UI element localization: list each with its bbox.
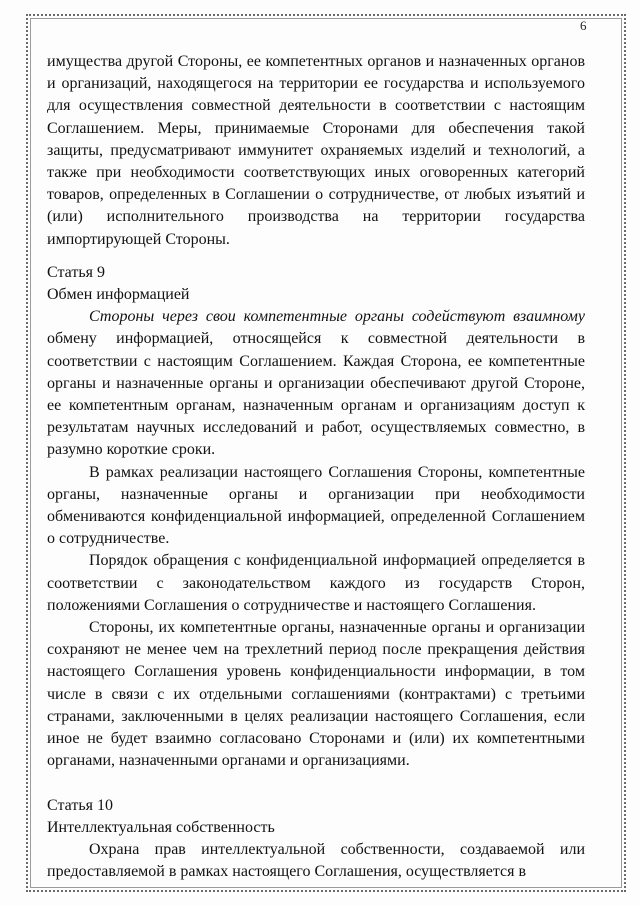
article-9-number: Статья 9 (47, 263, 105, 281)
page-number: 6 (580, 18, 587, 33)
article-9-paragraph-4: Стороны, их компетентные органы, назначенные органы и организации сохраняют не менее чем на трехлетний период после прекращения действия настоящего Соглашения уровень конфиденциальности информации, в том числе в связи с их отдельными соглашениями (контрактами) с третьими странами, заключенными в целях реализации настоящего Соглашения, если иное не будет взаимно согласовано Сторонами и (или) их компетентными органами, назначенными органами и организациями. (47, 619, 585, 770)
article-9-paragraph-1-rest: обмену информацией, относящейся к совместной деятельности в соответствии с настоящим Соглашением. Каждая Сторона, ее компетентные органы и назначенные органы и организации обеспечивают другой Стороне, ее компетентным органам, назначенным органам и организациям доступ к результатам научных исследований и работ, осуществляемых совместно, в разумно короткие сроки. (47, 330, 585, 459)
article-9-title: Обмен информацией (47, 286, 190, 304)
article-10-title: Интеллектуальная собственность (47, 818, 275, 836)
article-9-paragraph-2: В рамках реализации настоящего Соглашения Стороны, компетентные органы, назначенные органы и организации при необходимости обмениваются конфиденциальной информацией, определенной Соглашением о сотрудничестве. (47, 463, 585, 548)
article-9-paragraph-1-lead: Стороны через свои компетентные органы содействуют взаимному (89, 308, 585, 326)
spacer (47, 251, 585, 262)
article-9-paragraph-3: Порядок обращения с конфиденциальной информацией определяется в соответствии с законодательством каждого из государств Сторон, положениями Соглашения о сотрудничестве и настоящего Соглашения. (47, 552, 585, 614)
spacer (47, 773, 585, 795)
document-body (47, 51, 585, 883)
article-10-paragraph-1: Охрана прав интеллектуальной собственности, создаваемой или предоставляемой в рамках настоящего Соглашения, осуществляется в (47, 840, 585, 881)
article-9-paragraph-1 (47, 306, 585, 461)
paragraph-continuation: имущества другой Стороны, ее компетентных органов и назначенных органов и организаций, находящегося на территории ее государства и используемого для осуществления совместной деятельности в соответствии с настоящим Соглашением. Меры, принимаемые Сторонами для обеспечения такой защиты, предусматривают иммунитет охраняемых изделий и технологий, а также при необходимости соответствующих иных оговоренных категорий товаров, определенных в Соглашении о сотрудничестве, от любых изъятий и (или) исполнительного производства на территории государства импортирующей Стороны. (47, 53, 585, 248)
article-10-number: Статья 10 (47, 796, 113, 814)
